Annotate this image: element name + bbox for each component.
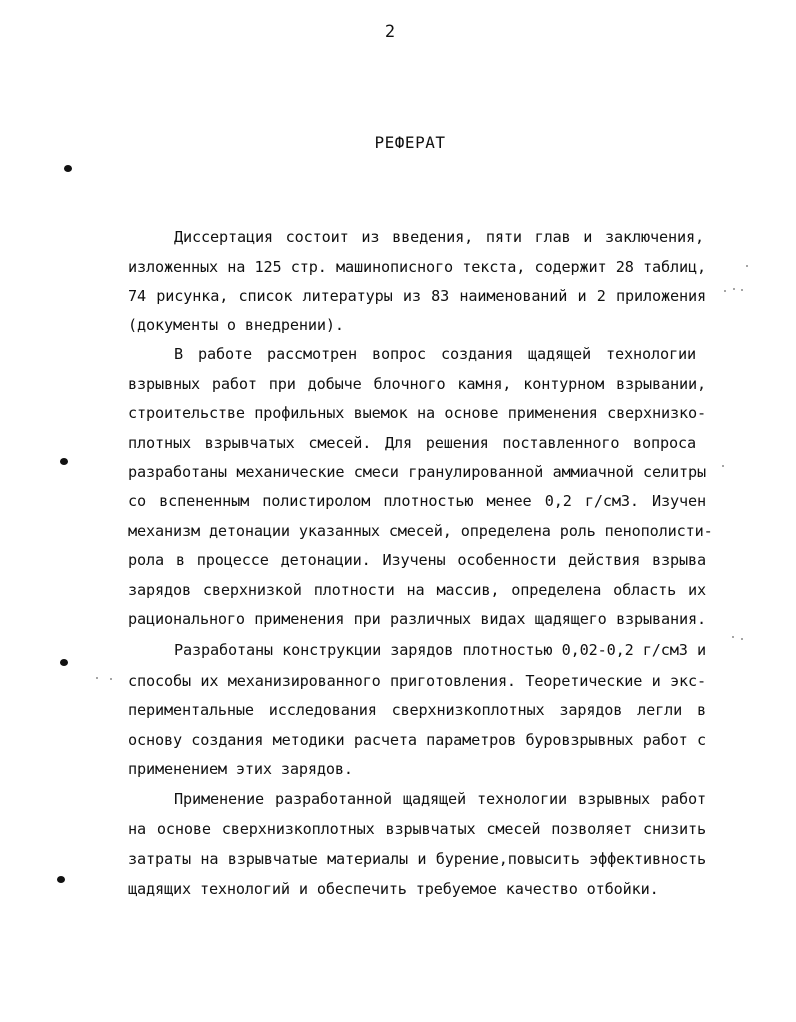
scan-speck (722, 465, 724, 467)
text-line: рационального применения при различных видах щадящего взрывания. (128, 610, 706, 628)
text-line: зарядов сверхнизкой плотности на массив, определена область их (128, 581, 706, 599)
binder-hole-mark (57, 876, 65, 883)
text-line: В работе рассмотрен вопрос создания щадящей технологии (174, 345, 696, 363)
text-line: периментальные исследования сверхнизкоплотных зарядов легли в (128, 701, 706, 719)
page-number: 2 (384, 22, 396, 42)
text-line: способы их механизированного приготовления. Теоретические и экс- (128, 672, 706, 690)
binder-hole-mark (60, 659, 68, 666)
text-line: со вспененным полистиролом плотностью менее 0,2 г/см3. Изучен (128, 492, 706, 510)
text-line: затраты на взрывчатые материалы и бурение,повысить эффективность (128, 850, 706, 868)
scan-speck (110, 678, 112, 680)
scan-speck (732, 636, 734, 638)
scan-speck (733, 288, 735, 290)
scan-speck (96, 677, 98, 679)
text-line: рола в процессе детонации. Изучены особенности действия взрыва (128, 551, 706, 569)
binder-hole-mark (60, 458, 68, 465)
page-title: РЕФЕРАТ (374, 133, 446, 152)
text-line: изложенных на 125 стр. машинописного текста, содержит 28 таблиц, (128, 258, 706, 276)
text-line: применением этих зарядов. (128, 760, 353, 778)
text-line: (документы о внедрении). (128, 316, 344, 334)
text-line: на основе сверхнизкоплотных взрывчатых смесей позволяет снизить (128, 820, 706, 838)
scan-speck (741, 289, 743, 291)
text-line: Разработаны конструкции зарядов плотностью 0,02-0,2 г/см3 и (174, 641, 706, 659)
scan-speck (741, 638, 743, 640)
text-line: основу создания методики расчета параметров буровзрывных работ с (128, 731, 706, 749)
text-line: Применение разработанной щадящей технологии взрывных работ (174, 790, 706, 808)
text-line: разработаны механические смеси гранулированной аммиачной селитры (128, 463, 706, 481)
scan-speck (746, 265, 748, 267)
text-line: строительстве профильных выемок на основе применения сверхнизко- (128, 404, 706, 422)
text-line: Диссертация состоит из введения, пяти глав и заключения, (174, 228, 704, 246)
text-line: плотных взрывчатых смесей. Для решения поставленного вопроса (128, 434, 696, 452)
text-line: взрывных работ при добыче блочного камня, контурном взрывании, (128, 375, 706, 393)
scan-speck (724, 290, 726, 292)
binder-hole-mark (64, 165, 72, 172)
text-line: 74 рисунка, список литературы из 83 наименований и 2 приложения (128, 287, 706, 305)
text-line: щадящих технологий и обеспечить требуемое качество отбойки. (128, 880, 659, 898)
text-line: механизм детонации указанных смесей, определена роль пенополисти- (128, 522, 713, 540)
